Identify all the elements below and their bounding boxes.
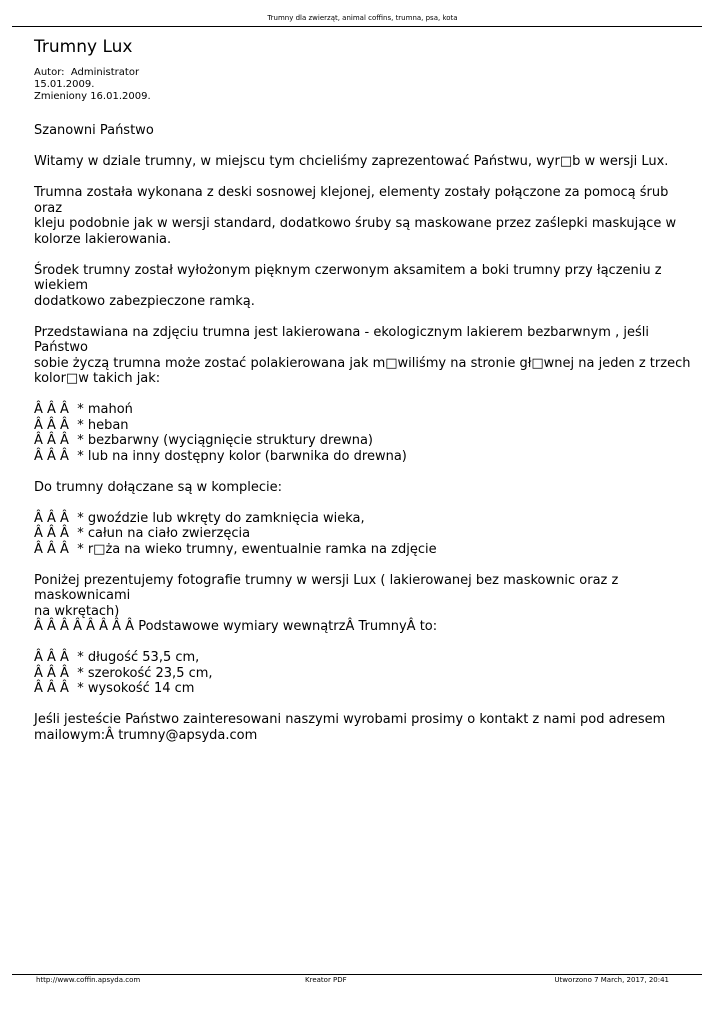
dimensions-heading: Â Â Â Â Â Â Â Â Podstawowe wymiary wewnątrzÂ TrumnyÂ to: bbox=[34, 619, 438, 634]
modified-date: Zmieniony 16.01.2009. bbox=[34, 91, 151, 102]
contact-paragraph: Jeśli jesteście Państwo zainteresowani naszymi wyrobami prosimy o kontakt z nami pod adresem mailowym:Â trumny@apsyda.com bbox=[34, 712, 666, 743]
list-item: Â Â Â * lub na inny dostępny kolor (barwnika do drewna) bbox=[34, 448, 407, 464]
list-item: Â Â Â * heban bbox=[34, 417, 129, 433]
created-date: 15.01.2009. bbox=[34, 79, 95, 90]
color-list bbox=[34, 402, 699, 464]
list-item: Â Â Â * wysokość 14 cm bbox=[34, 681, 195, 696]
list-item: Â Â Â * bezbarwny (wyciągnięcie struktury drewna) bbox=[34, 433, 373, 448]
list-item: Â Â Â * całun na ciało zwierzęcia bbox=[34, 526, 251, 541]
list-item: Â Â Â * długość 53,5 cm, bbox=[34, 650, 200, 665]
greeting: Szanowni Państwo bbox=[34, 123, 154, 138]
interior-paragraph: Środek trumny został wyłożonym pięknym czerwonym aksamitem a boki trumny przy łączeniu z wiekiem dodatkowo zabezpieczone ramką. bbox=[34, 262, 662, 309]
header-divider bbox=[12, 26, 702, 27]
intro-paragraph: Witamy w dziale trumny, w miejscu tym chcieliśmy zaprezentować Państwu, wyr□b w wersji Lux. bbox=[34, 154, 669, 169]
footer-divider bbox=[12, 974, 702, 975]
photos-paragraph: Poniżej prezentujemy fotografie trumny w wersji Lux ( lakierowanej bez maskownic oraz z maskownicami na wkrętach) bbox=[34, 572, 619, 619]
included-heading: Do trumny dołączane są w komplecie: bbox=[34, 479, 282, 495]
footer-generator: Kreator PDF bbox=[305, 976, 347, 984]
article-body bbox=[34, 123, 699, 759]
list-item: Â Â Â * mahoń bbox=[34, 402, 133, 417]
list-item: Â Â Â * r□ża na wieko trumny, ewentualnie ramka na zdjęcie bbox=[34, 541, 437, 557]
dimensions-list bbox=[34, 650, 699, 697]
article-title: Trumny Lux bbox=[34, 37, 133, 57]
finish-paragraph: Przedstawiana na zdjęciu trumna jest lakierowana - ekologicznym lakierem bezbarwnym , jeśli Państwo sobie życzą trumna może zostać polakierowana jak m□wiliśmy na stronie gł□wnej na jeden z trzech kolor□w takich jak: bbox=[34, 324, 691, 386]
list-item: Â Â Â * gwoździe lub wkręty do zamknięcia wieka, bbox=[34, 510, 365, 526]
included-list bbox=[34, 511, 699, 558]
page-header-title: Trumny dla zwierząt, animal coffins, trumna, psa, kota bbox=[267, 14, 458, 22]
article-meta bbox=[34, 67, 151, 103]
footer-created-date: Utworzono 7 March, 2017, 20:41 bbox=[554, 976, 669, 984]
list-item: Â Â Â * szerokość 23,5 cm, bbox=[34, 665, 213, 681]
footer-url: http://www.coffin.apsyda.com bbox=[36, 976, 141, 984]
construction-paragraph: Trumna została wykonana z deski sosnowej klejonej, elementy zostały połączone za pomocą śrub oraz kleju podobnie jak w wersji standard, dodatkowo śruby są maskowane przez zaślepki maskujące w kolorze lakierowania. bbox=[34, 185, 677, 247]
author-line: Autor: Administrator bbox=[34, 67, 140, 78]
